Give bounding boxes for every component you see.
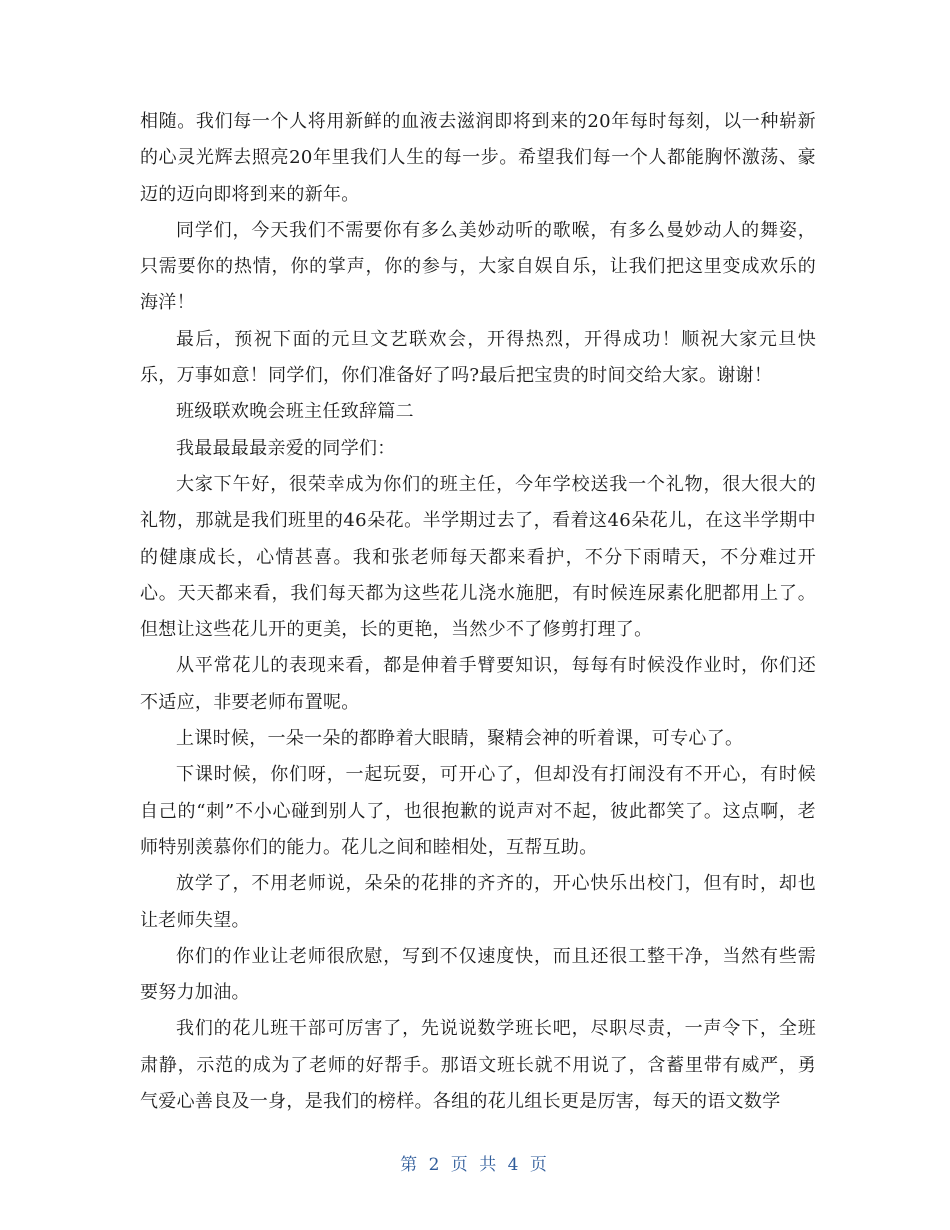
paragraph: 你们的作业让老师很欣慰，写到不仅速度快，而且还很工整干净，当然有些需要努力加油。	[140, 945, 816, 1004]
document-body	[140, 104, 816, 1120]
paragraph: 大家下午好，很荣幸成为你们的班主任，今年学校送我一个礼物，很大很大的礼物，那就是我们班里的46朵花。半学期过去了，看着这46朵花儿，在这半学期中的健康成长，心情甚喜。我和张老师每天都来看护，不分下雨晴天，不分难过开心。天天都来看，我们每天都为这些花儿浇水施肥，有时候连尿素化肥都用上了。但想让这些花儿开的更美，长的更艳，当然少不了修剪打理了。	[140, 473, 816, 641]
paragraph: 放学了，不用老师说，朵朵的花排的齐齐的，开心快乐出校门，但有时，却也让老师失望。	[140, 873, 816, 931]
salutation: 我最最最最亲爱的同学们：	[176, 437, 396, 459]
paragraph: 从平常花儿的表现来看，都是伸着手臂要知识，每每有时候没作业时，你们还不适应，非要老师布置呢。	[140, 655, 816, 713]
paragraph: 下课时候，你们呀，一起玩耍，可开心了，但却没有打闹没有不开心，有时候自己的“刺”不小心碰到别人了，也很抱歉的说声对不起，彼此都笑了。这点啊，老师特别羡慕你们的能力。花儿之间和睦相处，互帮互助。	[140, 764, 816, 858]
paragraph: 上课时候，一朵一朵的都睁着大眼睛，聚精会神的听着课，可专心了。	[176, 728, 744, 750]
paragraph-continuation: 相随。我们每一个人将用新鲜的血液去滋润即将到来的20年每时每刻，以一种崭新的心灵光辉去照亮20年里我们人生的每一步。希望我们每一个人都能胸怀激荡、豪迈的迈向即将到来的新年。	[140, 111, 816, 205]
page-number-footer: 第 2 页 共 4 页	[400, 1155, 550, 1175]
section-heading: 班级联欢晚会班主任致辞篇二	[176, 401, 414, 423]
paragraph: 我们的花儿班干部可厉害了，先说说数学班长吧，尽职尽责，一声令下，全班肃静，示范的成为了老师的好帮手。那语文班长就不用说了，含蓄里带有威严，勇气爱心善良及一身，是我们的榜样。各组的花儿组长更是厉害，每天的语文数学	[140, 1018, 816, 1113]
paragraph: 同学们，今天我们不需要你有多么美妙动听的歌喉，有多么曼妙动人的舞姿，只需要你的热情，你的掌声，你的参与，大家自娱自乐，让我们把这里变成欢乐的海洋！	[140, 219, 816, 314]
paragraph: 最后，预祝下面的元旦文艺联欢会，开得热烈，开得成功！顺祝大家元旦快乐，万事如意！同学们，你们准备好了吗?最后把宝贵的时间交给大家。谢谢！	[140, 328, 816, 387]
